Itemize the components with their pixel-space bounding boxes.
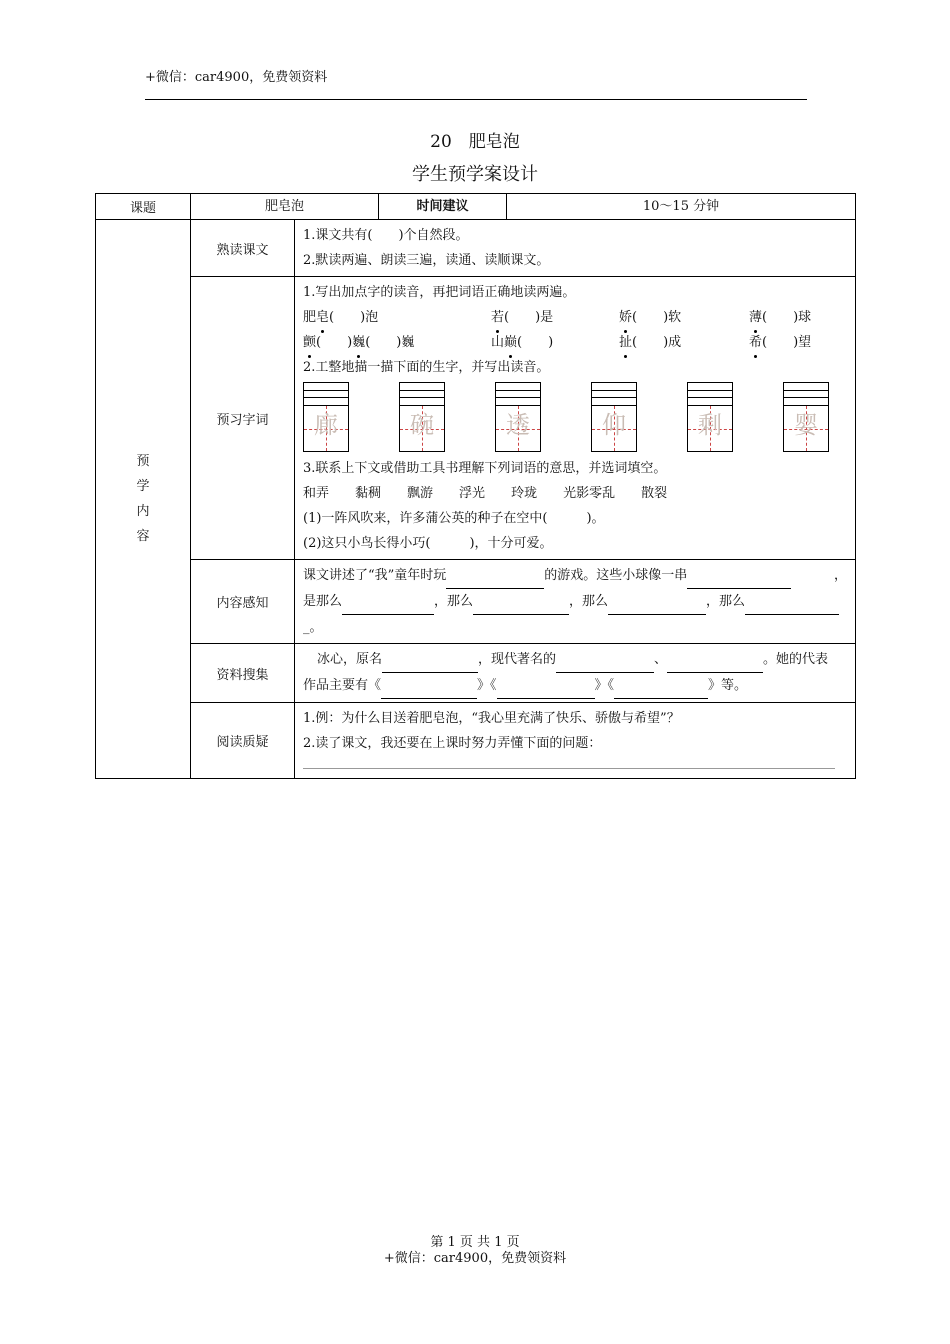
- pinyin-item: 颤( )巍( )巍: [303, 330, 491, 355]
- word-list: 和弄 黏稠 飘游 浮光 玲珑 光影零乱 散裂: [303, 486, 668, 501]
- row-label-content: 内容感知: [191, 560, 295, 644]
- pinyin-item: 薄( )球: [749, 305, 847, 330]
- document-title: 学生预学案设计: [412, 164, 538, 185]
- tianzige-box: 透: [495, 382, 541, 452]
- tianzige-row: [303, 380, 837, 456]
- lesson-title: 20 肥皂泡: [430, 132, 520, 152]
- row-label-read: 熟读课文: [191, 220, 295, 277]
- tianzige-box: 廊: [303, 382, 349, 452]
- time-label: 时间建议: [379, 194, 507, 219]
- pinyin-item: 扯( )成: [619, 330, 749, 355]
- topic-value: 肥皂泡: [191, 194, 379, 219]
- questions-content: 1.例：为什么目送着肥皂泡，“我心里充满了快乐、骄傲与希望”？ 2.读了课文，我还要在上课时努力弄懂下面的问题：: [295, 703, 856, 779]
- tianzige-box: 剩: [687, 382, 733, 452]
- answer-line: [303, 758, 835, 769]
- header-rule: [145, 99, 807, 100]
- pinyin-item: 若( )是: [491, 305, 619, 330]
- words-content: 1.写出加点字的读音，再把词语正确地读两遍。 肥皂( )泡 若( )是 娇( )软 薄( )球 颤( )巍( )巍 山巅( ) 扯( )成 希( )望 2.工整地描一描下面的生字，并写出读音。 廊 碗 透 仰 剩 婴 3.联系上下文或借助工具书理解下列词语的意思，并选词填空。 和弄 黏稠 飘游 浮光 玲珑 光影零乱 散裂 (1)一阵风吹来，许多蒲公英的种子在空中( )。 (2)这只小鸟长得小巧( )，十分可爱。: [295, 277, 856, 560]
- read-content: 1.课文共有( )个自然段。 2.默读两遍、朗读三遍，读通、读顺课文。: [295, 220, 856, 277]
- research-content: 冰心，原名 ，现代著名的 、 。她的代表 作品主要有《 》《 》《 》等。: [295, 644, 856, 703]
- preview-table: [95, 193, 856, 779]
- tianzige-box: 仰: [591, 382, 637, 452]
- pinyin-item: 山巅( ): [491, 330, 619, 355]
- row-label-research: 资料搜集: [191, 644, 295, 703]
- row-label-words: 预习字词: [191, 277, 295, 560]
- content-perception: 课文讲述了“我”童年时玩 的游戏。这些小球像一串 ， 是那么 ，那么 ，那么 ，那么 _。: [295, 560, 856, 644]
- tianzige-box: 婴: [783, 382, 829, 452]
- pinyin-item: 希( )望: [749, 330, 847, 355]
- header-note: +微信：car4900，免费领资料: [145, 70, 328, 85]
- page-number: 第 1 页 共 1 页: [430, 1235, 520, 1250]
- time-value: 10～15 分钟: [642, 199, 720, 214]
- topic-label: 课题: [96, 194, 191, 220]
- pinyin-item: 肥皂( )泡: [303, 305, 491, 330]
- section-label: 预 学 内 容: [96, 220, 191, 779]
- row-label-questions: 阅读质疑: [191, 703, 295, 779]
- pinyin-item: 娇( )软: [619, 305, 749, 330]
- tianzige-box: 碗: [399, 382, 445, 452]
- footer-note: +微信：car4900，免费领资料: [383, 1251, 567, 1266]
